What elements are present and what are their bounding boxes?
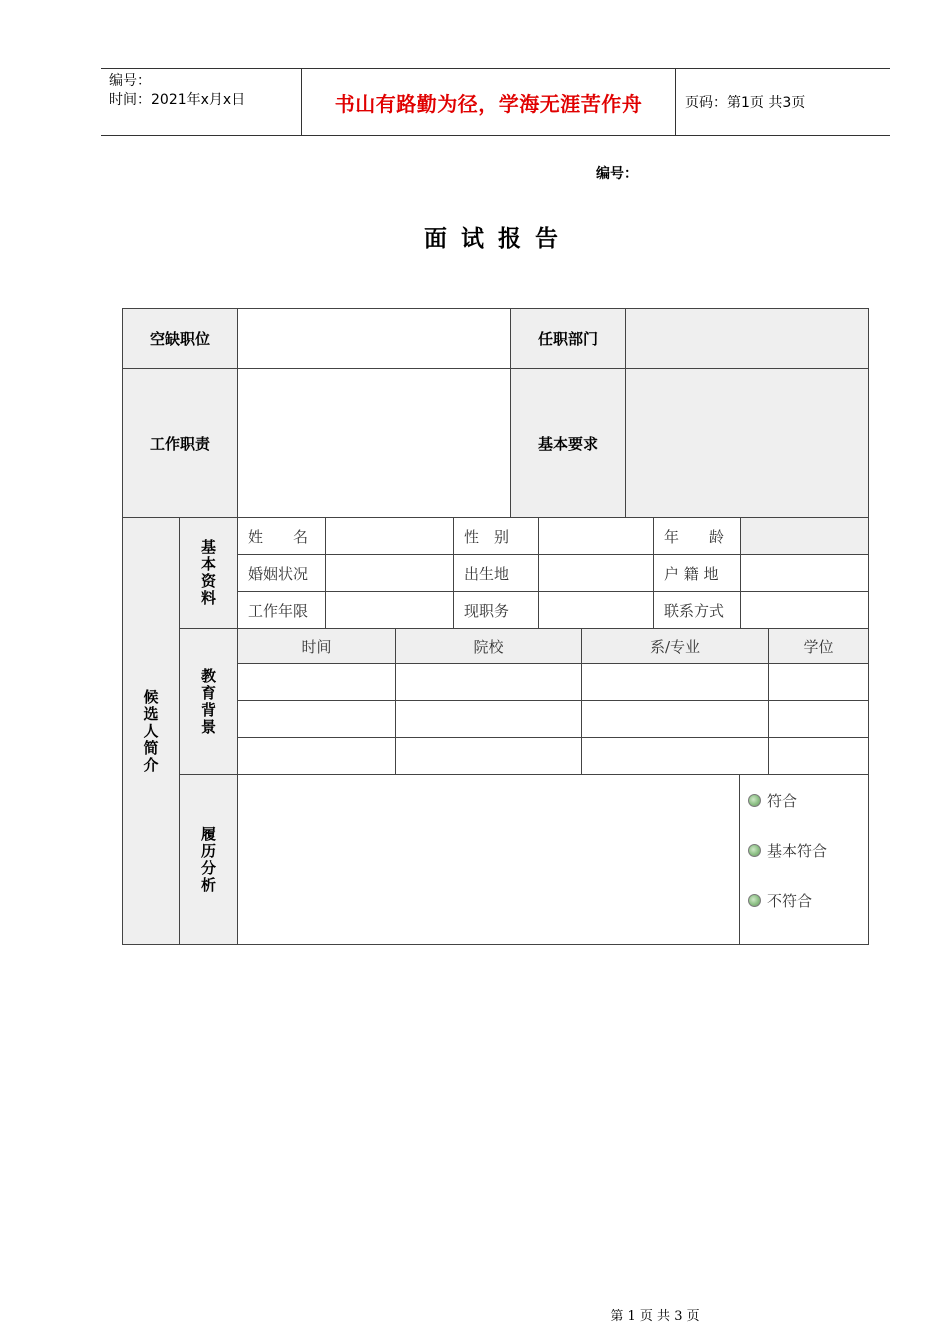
edu-cell[interactable] — [768, 700, 869, 738]
edu-cell[interactable] — [237, 663, 396, 701]
department-field[interactable] — [625, 308, 869, 369]
edu-cell[interactable] — [768, 663, 869, 701]
edu-cell[interactable] — [768, 737, 869, 775]
requirements-field[interactable] — [625, 368, 869, 518]
name-label: 姓 名 — [237, 517, 326, 555]
radio-dot-icon — [748, 794, 761, 807]
candidate-section-label — [122, 517, 180, 945]
header-left — [109, 72, 245, 110]
header-page-info: 页码：第1页 共3页 — [685, 95, 806, 111]
department-label: 任职部门 — [510, 308, 626, 369]
edu-cell[interactable] — [237, 737, 396, 775]
radio-match-label: 符合 — [767, 792, 798, 810]
edu-cell[interactable] — [581, 737, 769, 775]
resume-label — [179, 774, 238, 945]
vacancy-label: 空缺职位 — [122, 308, 238, 369]
page-title: 面试报告 — [424, 226, 572, 252]
duties-field[interactable] — [237, 368, 511, 518]
contact-field[interactable] — [740, 591, 869, 629]
edu-cell[interactable] — [395, 700, 582, 738]
birthplace-label: 出生地 — [453, 554, 539, 592]
resume-text: 履 历 分 析 — [200, 824, 216, 894]
radio-dot-icon — [748, 844, 761, 857]
age-field[interactable] — [740, 517, 869, 555]
name-field[interactable] — [325, 517, 454, 555]
education-label — [179, 628, 238, 775]
edu-cell[interactable] — [237, 700, 396, 738]
gender-label: 性 别 — [453, 517, 539, 555]
work-years-field[interactable] — [325, 591, 454, 629]
page-footer: 第 1 页 共 3 页 — [610, 1309, 700, 1324]
birthplace-field[interactable] — [538, 554, 654, 592]
basic-info-label — [179, 517, 238, 629]
edu-col-major: 系/专业 — [581, 628, 769, 664]
header-time: 时间：2021年x月x日 — [109, 92, 246, 108]
document-number: 编号： — [596, 166, 638, 182]
current-post-field[interactable] — [538, 591, 654, 629]
vacancy-field[interactable] — [237, 308, 511, 369]
page-header — [101, 68, 890, 136]
radio-basic-match-label: 基本符合 — [767, 842, 828, 860]
header-doc-no: 编号： — [109, 73, 151, 89]
contact-label: 联系方式 — [653, 591, 741, 629]
edu-col-time: 时间 — [237, 628, 396, 664]
interview-form — [122, 308, 869, 945]
resume-field[interactable] — [237, 774, 740, 945]
radio-basic-match[interactable] — [748, 840, 827, 861]
gender-field[interactable] — [538, 517, 654, 555]
edu-cell[interactable] — [395, 737, 582, 775]
age-label: 年 龄 — [653, 517, 741, 555]
edu-cell[interactable] — [581, 663, 769, 701]
edu-col-degree: 学位 — [768, 628, 869, 664]
radio-match[interactable] — [748, 790, 797, 811]
header-motto: 书山有路勤为径，学海无涯苦作舟 — [334, 91, 643, 116]
radio-no-match[interactable] — [748, 890, 812, 911]
basic-info-text: 基 本 资 料 — [200, 538, 216, 607]
duties-label: 工作职责 — [122, 368, 238, 518]
edu-cell[interactable] — [395, 663, 582, 701]
edu-col-school: 院校 — [395, 628, 582, 664]
marital-field[interactable] — [325, 554, 454, 592]
work-years-label: 工作年限 — [237, 591, 326, 629]
hukou-field[interactable] — [740, 554, 869, 592]
header-divider — [675, 69, 676, 135]
marital-label: 婚姻状况 — [237, 554, 326, 592]
current-post-label: 现职务 — [453, 591, 539, 629]
radio-no-match-label: 不符合 — [767, 892, 813, 910]
edu-cell[interactable] — [581, 700, 769, 738]
candidate-section-text: 候 选 人 简 介 — [143, 687, 159, 774]
radio-dot-icon — [748, 894, 761, 907]
education-text: 教 育 背 景 — [200, 666, 216, 736]
hukou-label: 户 籍 地 — [653, 554, 741, 592]
requirements-label: 基本要求 — [510, 368, 626, 518]
